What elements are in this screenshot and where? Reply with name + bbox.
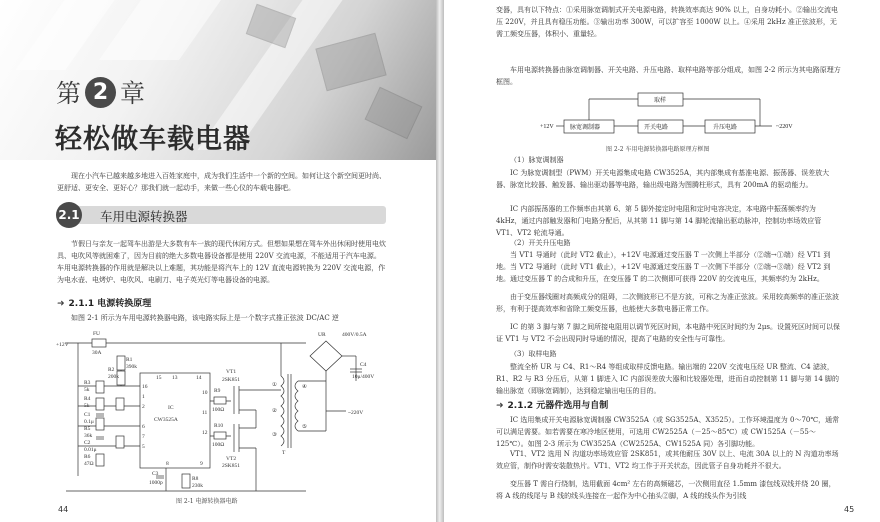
circuit-label: 11 [202, 410, 208, 416]
circuit-diagram [56, 326, 396, 496]
circuit-label: R4 [84, 396, 91, 402]
circuit-label: VT1 [226, 369, 237, 375]
circuit-label: 400V/0.5A [342, 332, 367, 338]
circuit-label: ③ [272, 432, 277, 438]
circuit-label: 13 [172, 375, 178, 381]
circuit-label: +12V [56, 342, 69, 348]
circuit-label: R6 [84, 454, 91, 460]
arrow-icon: ➜ [57, 299, 65, 309]
chip-graphic [365, 87, 423, 139]
block-label: 开关电路 [644, 125, 669, 131]
circuit-label: FU [93, 331, 101, 337]
circuit-label: VT2 [226, 456, 237, 462]
circuit-label: ① [272, 382, 277, 388]
block-output-label: ~220V [776, 124, 793, 130]
circuit-label: 390k [126, 364, 137, 370]
subheading: （3）取样电路 [510, 350, 557, 358]
body-paragraph: 当 VT1 导通时（此时 VT2 截止），+12V 电源通过变压器 T 一次侧上半部分（②端→①端）经 VT1 到地。当 VT2 导通时（此时 VT1 截止），+12V 电源通过变压器 T 一次侧下半部分（②端→③端）经 VT2 到地。通过变压器 T 的合成和升压，在变压器 T 的二次侧即可获得 220V 的交流电压，其频率约为 2kHz。 [496, 251, 831, 283]
left-page [0, 0, 436, 522]
subsection-title: 2.1.1 电源转换原理 [68, 299, 152, 309]
circuit-label: C3 [152, 471, 159, 477]
subheading: （1）脉宽调制器 [510, 156, 564, 164]
body-paragraph: 变压器 T 需自行绕制，选用截面 4cm² 左右的高频磁芯，一次侧用直径 1.5mm 漆包线双线并绕 20 圈，将 A 线的线尾与 B 线的线头连接在一起作为中心抽头②脚，A 线的线头作为引线 [496, 480, 836, 500]
section-heading [56, 202, 386, 228]
subsection-heading [496, 398, 608, 411]
circuit-label: 100Ω [212, 407, 225, 413]
circuit-label: ⑤ [302, 424, 307, 430]
circuit-label: 47Ω [84, 461, 94, 467]
circuit-label: 2SK851 [222, 463, 241, 469]
right-page [444, 0, 880, 522]
circuit-label: 2SK851 [222, 377, 241, 383]
circuit-label: 200k [108, 374, 119, 380]
chapter-title: 轻松做车载电器 [55, 124, 251, 155]
body-paragraph: IC 为脉宽调制型（PWM）开关电源集成电路 CW3525A，其内部集成有基准电源、振荡器、误差放大器、脉宽比较器、触发器、输出驱动器等电路，输出级电路为图腾柱形式，具有 200mA 的驱动能力。 [496, 169, 830, 189]
circuit-label: 2 [142, 404, 145, 410]
section-number: 2.1 [56, 202, 82, 228]
body-paragraph: IC 的第 3 脚与第 7 脚之间所接电阻用以调节死区时间，本电路中死区时间约为 2μs。设置死区时间可以保证 VT1 与 VT2 不会出现同时导通的情况，提高了电路的安全性与可靠性。 [496, 323, 840, 343]
circuit-label: IC [168, 405, 174, 411]
block-label: 取样 [654, 98, 667, 104]
circuit-label: 6 [142, 424, 145, 430]
body-paragraph: IC 选用集成开关电源脉宽调制器 CW3525A（或 SG3525A、X3525）。工作环境温度为 0～70℃，通常可以满足需要。如若需要在寒冷地区使用，可选用 CW2525A（－25～85℃）或 CW1525A（－55～125℃）。如图 2-3 所示为 CW3525A（CW2525A、CW1525A 同）各引脚功能。 [496, 416, 840, 448]
circuit-label: C2 [84, 440, 91, 446]
body-paragraph: 变器，具有以下特点：①采用脉宽调制式开关电源电路，转换效率高达 90% 以上，自身功耗小。②输出交流电压 220V，并且具有稳压功能。③输出功率 300W，可以扩容至 1000W 以上。④采用 2kHz 准正弦波形，无需工频变压器，体积小、重量轻。 [496, 6, 839, 38]
chapter-suffix: 章 [120, 79, 146, 108]
circuit-label: 7 [142, 434, 145, 440]
banner-stripe [99, 0, 221, 60]
intro-paragraph: 现在小汽车已越来越多地进入百姓家庭中，成为我们生活中一个新的空间。如何让这个新空间更时尚、更舒适、更安全、更好心？那我们就一起动手，来做一些心仪的车载电器吧。 [57, 172, 386, 192]
chapter-prefix: 第 [56, 79, 82, 108]
circuit-label: C1 [84, 412, 91, 418]
subheading: （2）开关升压电路 [510, 239, 571, 247]
circuit-label: 15 [156, 375, 162, 381]
circuit-label: 12 [202, 430, 208, 436]
body-paragraph: VT1、VT2 选用 N 沟道功率场效应管 2SK851，或其他耐压 30V 以上、电流 30A 以上的 N 沟道功率场效应管，制作时需安装散热片。VT1、VT2 均工作于开关状态，因此管子自身功耗并不很大。 [496, 450, 839, 470]
circuit-label: ② [272, 408, 277, 414]
body-paragraph: 整流全桥 UR 与 C4、R1～R4 等组成取样反馈电路。输出端的 220V 交流电压经 UR 整流、C4 滤波，R1、R2 与 R3 分压后，从第 1 脚进入 IC 内部误差放大器和比较器处理，进而自动控制第 11 脚与第 14 脚的输出脉宽（即脉宽调制），达到稳定输出电压的目的。 [496, 363, 840, 395]
book-gutter [436, 0, 444, 522]
circuit-label: 0.1μ [84, 419, 94, 425]
subsection-heading [57, 296, 151, 309]
circuit-label: R10 [214, 423, 224, 429]
body-paragraph: IC 内部振荡器的工作频率由其第 6、第 5 脚外接定时电阻和定时电容决定，本电路中振荡频率约为 4kHz，通过内部触发器和门电路分配后，从其第 11 脚与第 14 脚轮流输出驱动脉冲，控制功率场效应管 VT1、VT2 轮流导通。 [496, 205, 822, 237]
circuit-label: 16 [142, 384, 148, 390]
circuit-label: ~220V [348, 410, 364, 416]
circuit-label: 0.01μ [84, 447, 97, 453]
page-number: 44 [58, 505, 69, 514]
page-number: 45 [844, 505, 855, 514]
body-paragraph: 如图 2-1 所示为车用电源转换器电路，该电路实际上是一个数字式推正弦波 DC/AC 逆 [71, 314, 339, 322]
circuit-label: R3 [84, 380, 91, 386]
circuit-label: 5k [84, 403, 90, 409]
circuit-label: R9 [214, 388, 221, 394]
circuit-label: 1 [142, 394, 145, 400]
circuit-label: 36k [84, 433, 93, 439]
circuit-label: 5k [84, 387, 90, 393]
circuit-wires [66, 339, 362, 491]
block-input-label: +12V [540, 124, 554, 130]
circuit-label: 8 [166, 461, 169, 467]
circuit-label: ④ [302, 384, 307, 390]
circuit-label: C4 [360, 362, 367, 368]
circuit-label: CW3525A [154, 417, 178, 423]
circuit-label: 14 [196, 375, 202, 381]
circuit-label: UR [318, 332, 326, 338]
chapter-number-badge: 2 [85, 77, 116, 108]
circuit-label: 1000p [149, 480, 163, 486]
block-label: 升压电路 [713, 125, 738, 131]
circuit-label: T [282, 450, 286, 456]
arrow-icon: ➜ [496, 401, 504, 411]
section-title: 车用电源转换器 [100, 209, 188, 224]
chip-graphic [315, 33, 386, 92]
body-paragraph: 由于变压器线圈对高频成分的阻碍，二次侧波形已不是方波，可称之为准正弦波。采用较高频率的准正弦波形，有利于提高效率和省除工频变压器，也能使大多数电器正常工作。 [496, 293, 839, 313]
circuit-label: 10μ/400V [352, 374, 375, 380]
circuit-label: R5 [84, 426, 91, 432]
block-label: 脉宽调制器 [570, 125, 601, 131]
circuit-label: 5 [142, 444, 145, 450]
circuit-label: 30A [92, 350, 102, 356]
circuit-label: 100Ω [212, 442, 225, 448]
figure-caption: 图 2-1 电源转换器电路 [176, 498, 238, 505]
chapter-number [56, 74, 145, 110]
body-paragraph: 节假日与亲友一起驾车出游是大多数有车一族的现代休闲方式。但想如果想在驾车外出休闲时使用电炊具、电吹风等就困难了，因为目前的绝大多数电器设备都是使用 220V 交流电源，不能适用于汽车电源。车用电源转换器的作用就是解决以上难题，其功能是将汽车上的 12V 直流电源转换为 220V 交流电源，作为电水壶、电烤炉、电吹风、电刷刀、电子英光灯等电器设备的电源。 [57, 240, 386, 284]
body-paragraph: 车用电源转换器由脉宽调制器、开关电路、升压电路、取样电路等部分组成，如图 2-2 所示为其电路原理方框图。 [496, 66, 841, 86]
subsection-title: 2.1.2 元器件选用与自制 [507, 401, 609, 411]
circuit-label: 230k [192, 483, 203, 489]
circuit-label: R8 [192, 476, 199, 482]
circuit-label: 9 [200, 461, 203, 467]
block-diagram [540, 90, 810, 142]
figure-caption: 图 2-2 车用电源转换器电路原理方框图 [606, 146, 710, 153]
circuit-label: 10 [202, 390, 208, 396]
circuit-label: R1 [126, 357, 133, 363]
circuit-label: R2 [108, 367, 115, 373]
